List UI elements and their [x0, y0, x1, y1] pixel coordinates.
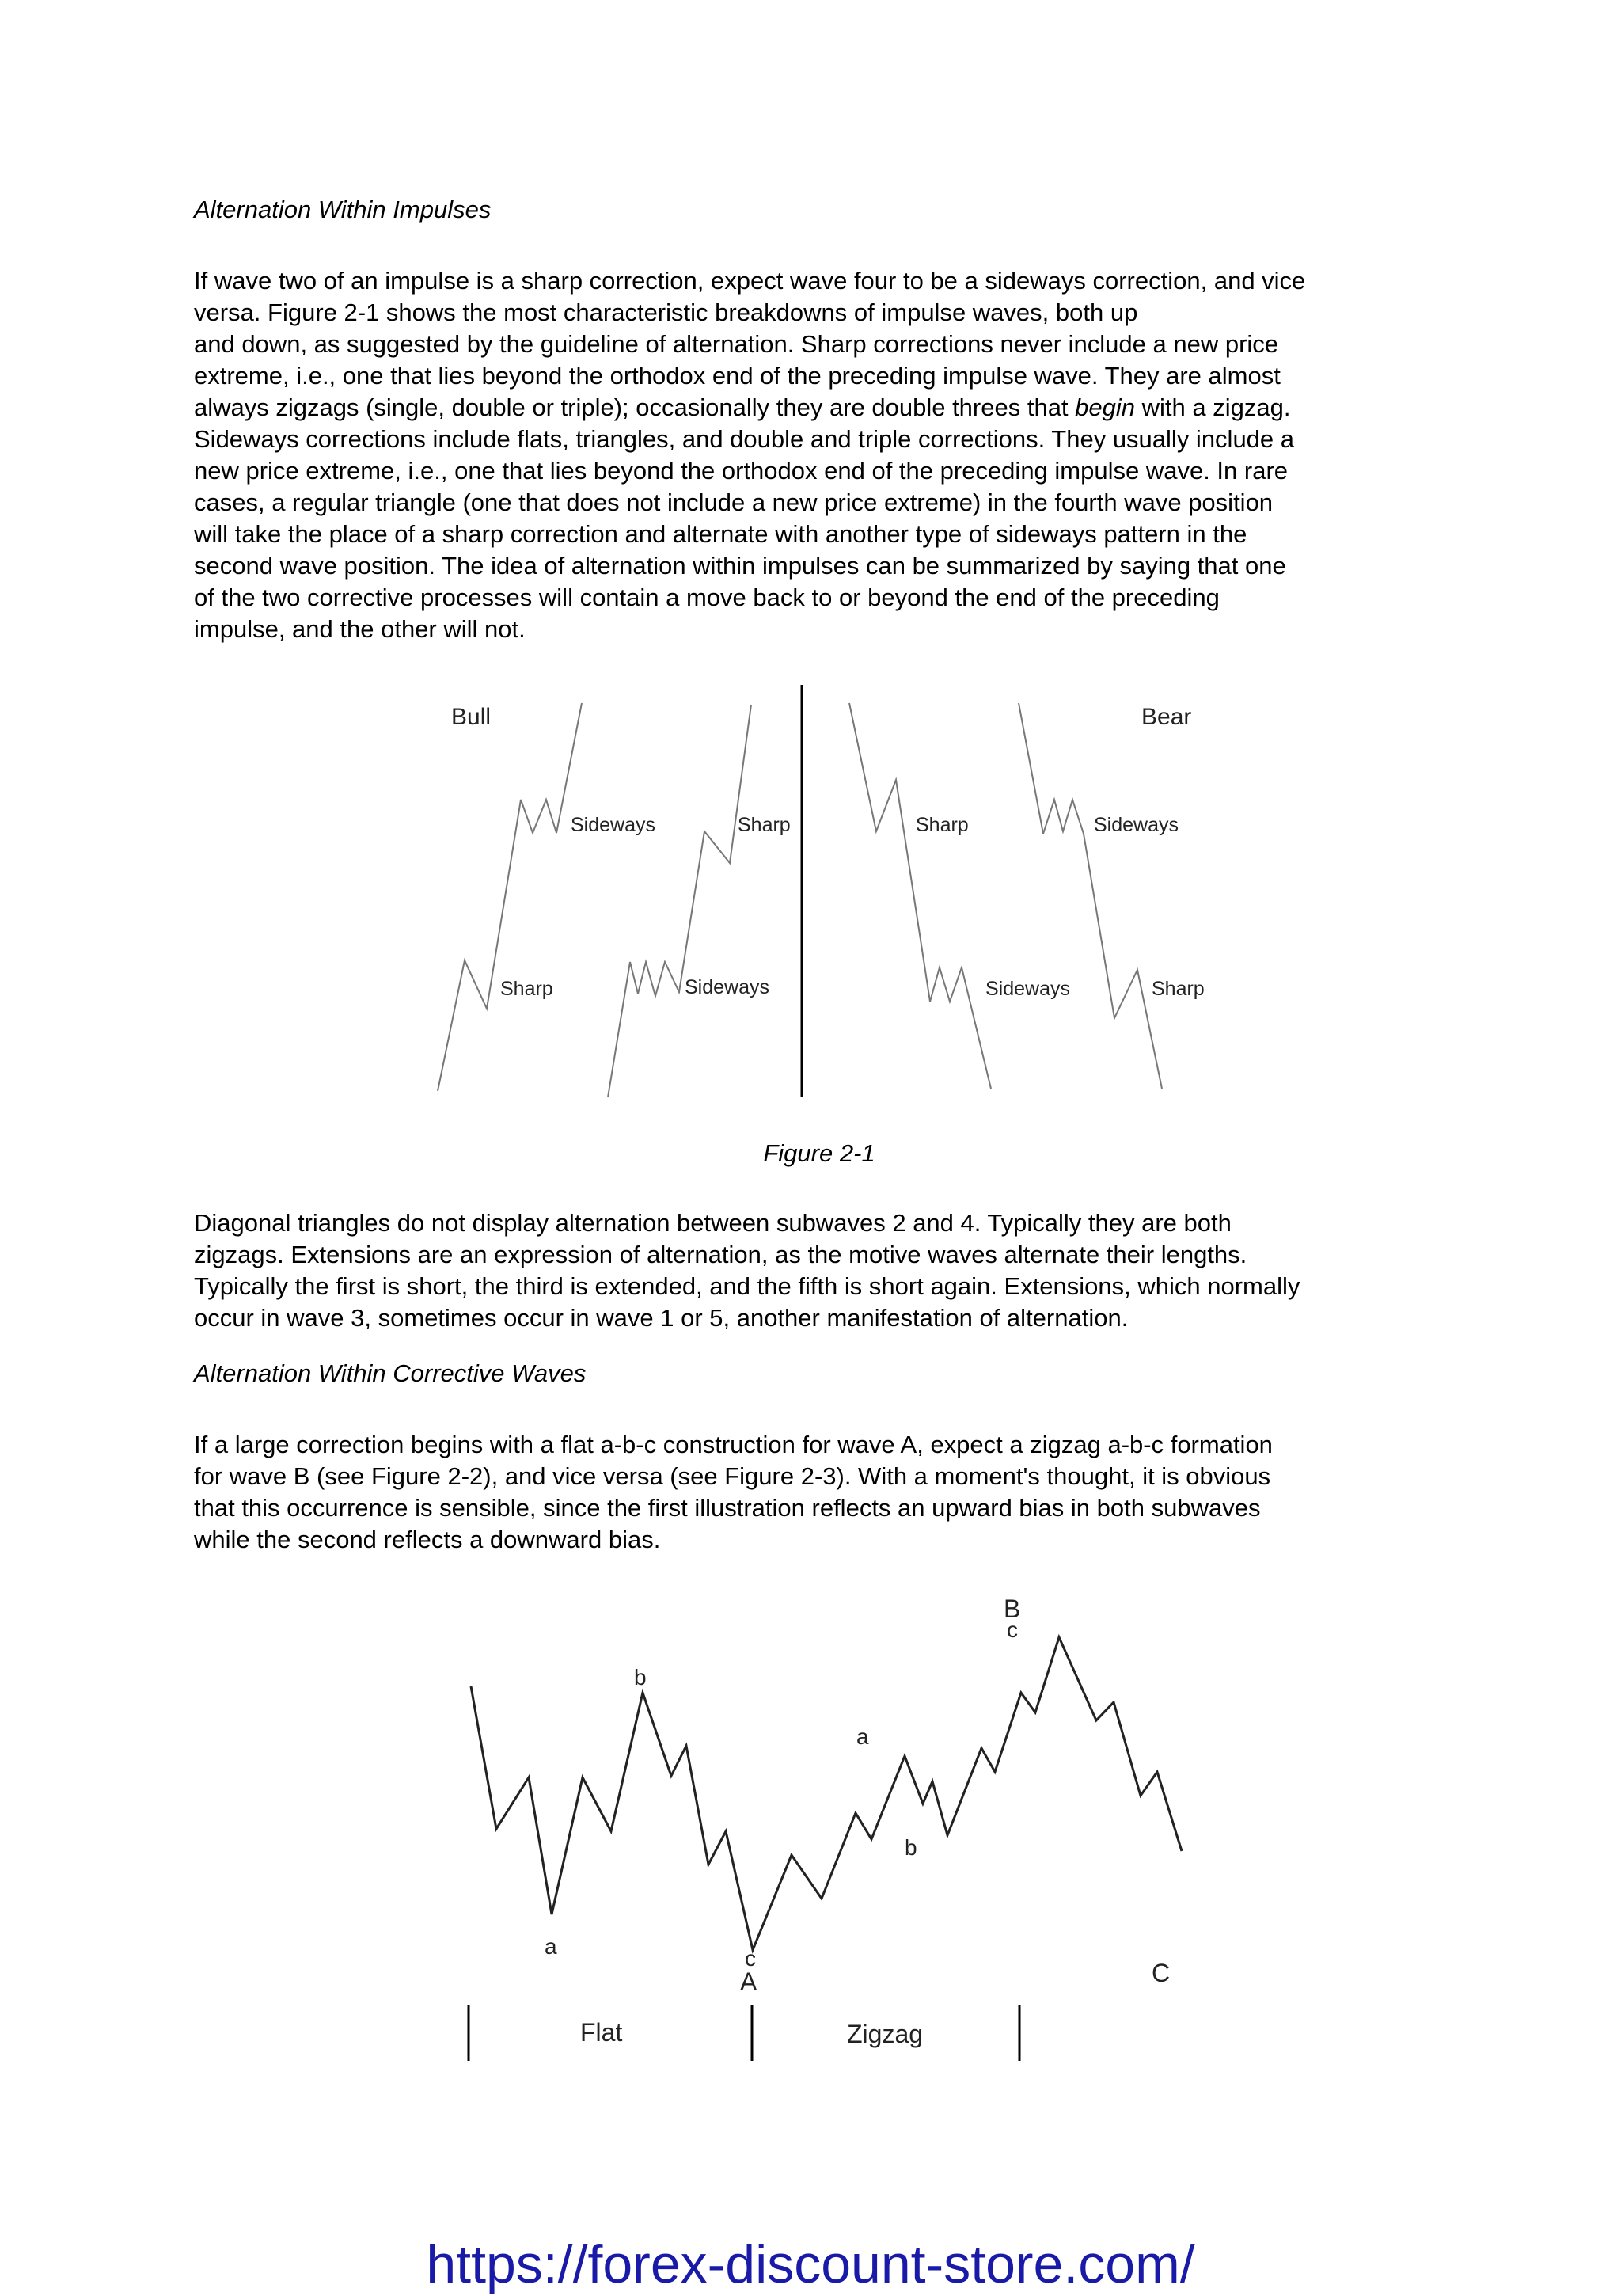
bull-wave-sideways-sharp: [608, 705, 751, 1097]
label-a: a: [545, 1934, 557, 1959]
text-line: Diagonal triangles do not display alternation between subwaves 2 and 4. Typically they are both: [194, 1209, 1232, 1237]
label-b: b: [634, 1665, 647, 1690]
figure-caption: Figure 2-1: [763, 1139, 875, 1167]
text-line: will take the place of a sharp correction and alternate with another type of sideways pattern in the: [194, 520, 1247, 548]
text-line: of the two corrective processes will contain a move back to or beyond the end of the preceding: [194, 584, 1220, 611]
figure-2-2-diagram: [0, 1576, 1621, 2098]
text-line: zigzags. Extensions are an expression of alternation, as the motive waves alternate their lengths.: [194, 1241, 1247, 1268]
text-line: extreme, i.e., one that lies beyond the orthodox end of the preceding impulse wave. They are almost: [194, 362, 1281, 390]
label-b: b: [905, 1835, 917, 1860]
footer-url-link[interactable]: https://forex-discount-store.com/: [426, 2234, 1195, 2294]
label-zigzag: Zigzag: [847, 2020, 924, 2048]
text-line: new price extreme, i.e., one that lies beyond the orthodox end of the preceding impulse wave. In rare: [194, 457, 1289, 485]
label-sharp: Sharp: [1152, 978, 1205, 1000]
text-segment: with a zigzag.: [1135, 393, 1291, 421]
figure-2-1-diagram: [0, 0, 1621, 1108]
flat-zigzag-wave-line: [471, 1637, 1182, 1950]
text-line: occur in wave 3, sometimes occur in wave 1 or 5, another manifestation of alternation.: [194, 1304, 1129, 1332]
text-line: cases, a regular triangle (one that does not include a new price extreme) in the fourth wave position: [194, 488, 1274, 516]
text-line: Typically the first is short, the third is extended, and the fifth is short again. Extensions, which normally: [194, 1272, 1300, 1300]
bull-wave-sharp-sideways: [438, 703, 582, 1091]
text-line: for wave B (see Figure 2-2), and vice versa (see Figure 2-3). With a moment's thought, it is obvious: [194, 1462, 1271, 1490]
text-line: If a large correction begins with a flat a-b-c construction for wave A, expect a zigzag a-b-c formation: [194, 1431, 1273, 1458]
bull-wave-lines: [438, 703, 751, 1097]
text-line: that this occurrence is sensible, since the first illustration reflects an upward bias in both subwaves: [194, 1494, 1261, 1522]
label-sideways: Sideways: [1094, 814, 1179, 836]
bear-wave-sideways-sharp: [1019, 703, 1162, 1089]
text-line: second wave position. The idea of alternation within impulses can be summarized by saying that one: [194, 552, 1286, 580]
label-C: C: [1152, 1959, 1171, 1987]
label-sharp: Sharp: [916, 814, 969, 836]
label-sideways: Sideways: [985, 978, 1070, 1000]
emphasis-begin: begin: [1075, 393, 1136, 421]
text-line: while the second reflects a downward bias.: [194, 1526, 661, 1553]
bear-wave-lines: [849, 703, 1162, 1089]
text-line: impulse, and the other will not.: [194, 615, 526, 643]
bear-wave-sharp-sideways: [849, 703, 991, 1089]
paragraph-diagonal-triangles: [194, 1207, 1460, 1334]
text-segment: always zigzags (single, double or triple); occasionally they are double threes that: [194, 393, 1076, 421]
text-line: Sideways corrections include flats, triangles, and double and triple corrections. They usually include a: [194, 425, 1295, 453]
label-bear: Bear: [1141, 704, 1192, 730]
text-line: If wave two of an impulse is a sharp correction, expect wave four to be a sideways correction, and vice: [194, 267, 1306, 295]
label-c: c: [1007, 1617, 1018, 1642]
label-sharp: Sharp: [500, 978, 553, 1000]
label-bull: Bull: [451, 704, 492, 730]
text-line: versa. Figure 2-1 shows the most characteristic breakdowns of impulse waves, both up: [194, 298, 1138, 326]
label-flat: Flat: [580, 2018, 623, 2047]
label-sideways: Sideways: [685, 976, 769, 998]
label-B: B: [1004, 1595, 1021, 1623]
label-sideways: Sideways: [571, 814, 655, 836]
label-sharp: Sharp: [738, 814, 791, 836]
label-a: a: [856, 1724, 869, 1749]
section-heading-corrective: Alternation Within Corrective Waves: [194, 1359, 587, 1387]
paragraph-corrective: [194, 1429, 1460, 1556]
section-divider-ticks: [469, 2005, 1019, 2061]
text-line: and down, as suggested by the guideline of alternation. Sharp corrections never include a new price: [194, 330, 1279, 358]
label-A: A: [740, 1967, 757, 1996]
section-heading-impulses: Alternation Within Impulses: [194, 196, 492, 223]
label-c: c: [745, 1946, 756, 1971]
